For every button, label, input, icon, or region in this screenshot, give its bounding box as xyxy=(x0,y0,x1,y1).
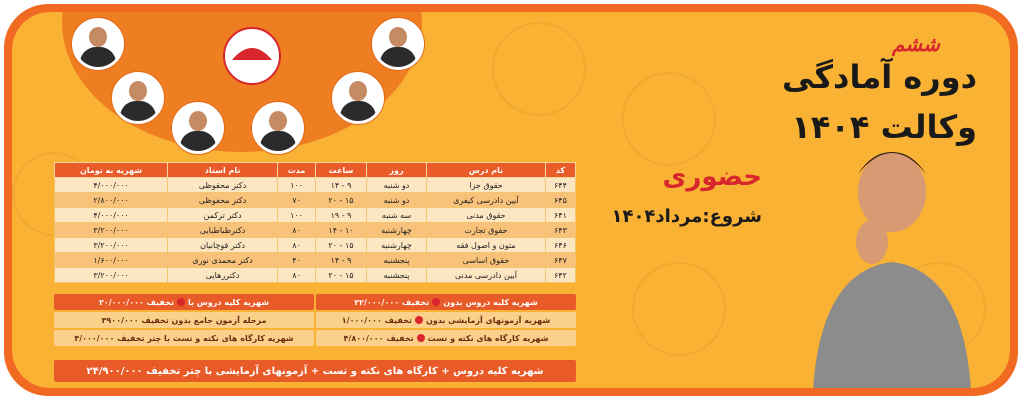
fee-label: شهریه کلیه دروس بدون xyxy=(443,297,538,307)
code-cell: ۶۴۳ xyxy=(545,223,575,238)
fee-cell: ۴/۰۰۰/۰۰۰ xyxy=(55,178,168,193)
fee-cell: ۳/۲۰۰/۰۰۰ xyxy=(55,223,168,238)
day-cell: دو شنبه xyxy=(366,178,426,193)
course-cell: حقوق مدنی xyxy=(427,208,546,223)
teacher-cell: دکتر قوچانیان xyxy=(168,238,278,253)
course-cell: حقوق تجارت xyxy=(427,223,546,238)
table-row xyxy=(55,223,576,238)
fee-workshop-no-discount xyxy=(316,330,576,346)
table-header: کد xyxy=(545,163,575,178)
course-cell: آیین دادرسی کیفری xyxy=(427,193,546,208)
table-row xyxy=(55,178,576,193)
chatr-dot-icon xyxy=(432,298,440,306)
fee-label: شهریه کارگاه های نکته و تست با چتر تخفیف ۴/۰۰۰/۰۰۰ xyxy=(74,333,294,343)
chatr-dot-icon xyxy=(415,316,423,324)
table-header: شهریه به تومان xyxy=(55,163,168,178)
fee-cell: ۱/۶۰۰/۰۰۰ xyxy=(55,253,168,268)
chatr-dot-icon xyxy=(177,298,185,306)
code-cell: ۶۴۱ xyxy=(545,208,575,223)
course-title: دوره آمادگی xyxy=(782,58,977,96)
fee-value: ۲۲/۰۰۰/۰۰۰ تخفیف xyxy=(354,297,430,307)
fee-label: شهریه کارگاه های نکته و تست xyxy=(427,333,549,343)
table-row xyxy=(55,268,576,283)
time-cell: ۲۰ - ۱۵ xyxy=(316,193,367,208)
edition-label: ششم xyxy=(892,32,940,56)
mode-label: حضوری xyxy=(662,162,762,192)
total-fee-banner: شهریه کلیه دروس + کارگاه های نکته و تست + آزمونهای آزمایشی با چتر تخفیف ۲۴/۹۰۰/۰۰۰ xyxy=(54,360,576,382)
day-cell: پنجشنبه xyxy=(366,253,426,268)
chatr-logo-icon xyxy=(222,26,282,86)
fee-label: شهریه کلیه دروس با xyxy=(187,297,270,307)
table-header: ساعت xyxy=(316,163,367,178)
instructor-avatar xyxy=(252,102,304,154)
teacher-cell: دکتر محمدی نوری xyxy=(168,253,278,268)
table-row xyxy=(55,253,576,268)
fee-cell: ۲/۸۰۰/۰۰۰ xyxy=(55,193,168,208)
instructor-avatar xyxy=(332,72,384,124)
duration-cell: ۱۰۰ xyxy=(278,178,316,193)
seal-watermark xyxy=(492,22,586,116)
teacher-cell: دکتر محفوظی xyxy=(168,193,278,208)
table-header: روز xyxy=(366,163,426,178)
code-cell: ۶۴۵ xyxy=(545,193,575,208)
instructor-avatar xyxy=(372,18,424,70)
fee-cell: ۳/۲۰۰/۰۰۰ xyxy=(55,268,168,283)
thinking-man-illustration xyxy=(792,122,972,388)
table-row xyxy=(55,193,576,208)
fee-value: تخفیف ۲۰/۰۰۰/۰۰۰ xyxy=(98,297,174,307)
fee-all-without-discount xyxy=(316,294,576,310)
course-cell: آیین دادرسی مدنی xyxy=(427,268,546,283)
start-date: شروع:مرداد۱۴۰۴ xyxy=(611,206,762,227)
course-cell: متون و اصول فقه xyxy=(427,238,546,253)
table-header: نام درس xyxy=(427,163,546,178)
instructor-avatar xyxy=(172,102,224,154)
duration-cell: ۸۰ xyxy=(278,223,316,238)
teacher-cell: دکتررهایی xyxy=(168,268,278,283)
seal-watermark xyxy=(622,72,716,166)
fee-row xyxy=(54,330,576,346)
fee-exam-no-discount xyxy=(316,312,576,328)
code-cell: ۶۴۶ xyxy=(545,238,575,253)
code-cell: ۶۴۷ xyxy=(545,253,575,268)
fee-cell: ۴/۰۰۰/۰۰۰ xyxy=(55,208,168,223)
time-cell: ۲۰ - ۱۵ xyxy=(316,268,367,283)
code-cell: ۶۴۴ xyxy=(545,178,575,193)
day-cell: سه شنبه xyxy=(366,208,426,223)
banner-frame xyxy=(4,4,1018,396)
courses-table xyxy=(54,162,576,283)
teacher-cell: دکتر محقوظی xyxy=(168,178,278,193)
code-cell: ۶۴۲ xyxy=(545,268,575,283)
fee-all-with-discount xyxy=(54,294,314,310)
duration-cell: ۷۰ xyxy=(278,193,316,208)
table-row xyxy=(55,208,576,223)
course-title-year: وکالت ۱۴۰۴ xyxy=(791,108,977,146)
teacher-cell: دکترطباطبایی xyxy=(168,223,278,238)
fee-row xyxy=(54,312,576,328)
day-cell: پنجشنبه xyxy=(366,268,426,283)
fee-label: ۳مرحله آزمون جامع بدون تخفیف ۹۰۰/۰۰۰ xyxy=(101,315,267,325)
instructor-avatar xyxy=(112,72,164,124)
course-cell: حقوق جزا xyxy=(427,178,546,193)
fee-row xyxy=(54,294,576,310)
time-cell: ۲۰ - ۱۵ xyxy=(316,238,367,253)
time-cell: ۱۴ - ۹ xyxy=(316,253,367,268)
duration-cell: ۱۰۰ xyxy=(278,208,316,223)
fee-label: شهریه آزمونهای آزمایشی بدون xyxy=(425,315,551,325)
banner-inner xyxy=(12,12,1010,388)
fee-value: ۴/۸۰۰/۰۰۰ تخفیف xyxy=(343,333,414,343)
duration-cell: ۸۰ xyxy=(278,268,316,283)
instructor-avatar xyxy=(72,18,124,70)
course-cell: حقوق اساسی xyxy=(427,253,546,268)
duration-cell: ۸۰ xyxy=(278,238,316,253)
fee-workshop-discount xyxy=(54,330,314,346)
teacher-cell: دکتر ترکمن xyxy=(168,208,278,223)
table-header: نام استاد xyxy=(168,163,278,178)
time-cell: ۱۴ - ۹ xyxy=(316,178,367,193)
fee-cell: ۳/۲۰۰/۰۰۰ xyxy=(55,238,168,253)
table-row xyxy=(55,238,576,253)
fee-value: ۱/۰۰۰/۰۰۰ تخفیف xyxy=(341,315,412,325)
day-cell: دو شنبه xyxy=(366,193,426,208)
day-cell: چهارشنبه xyxy=(366,238,426,253)
fee-exam-discount xyxy=(54,312,314,328)
chatr-dot-icon xyxy=(417,334,425,342)
seal-watermark xyxy=(632,262,726,356)
duration-cell: ۴۰ xyxy=(278,253,316,268)
day-cell: چهارشنبه xyxy=(366,223,426,238)
time-cell: ۱۹ - ۹ xyxy=(316,208,367,223)
time-cell: ۱۴ - ۱۰ xyxy=(316,223,367,238)
table-header: مدت xyxy=(278,163,316,178)
